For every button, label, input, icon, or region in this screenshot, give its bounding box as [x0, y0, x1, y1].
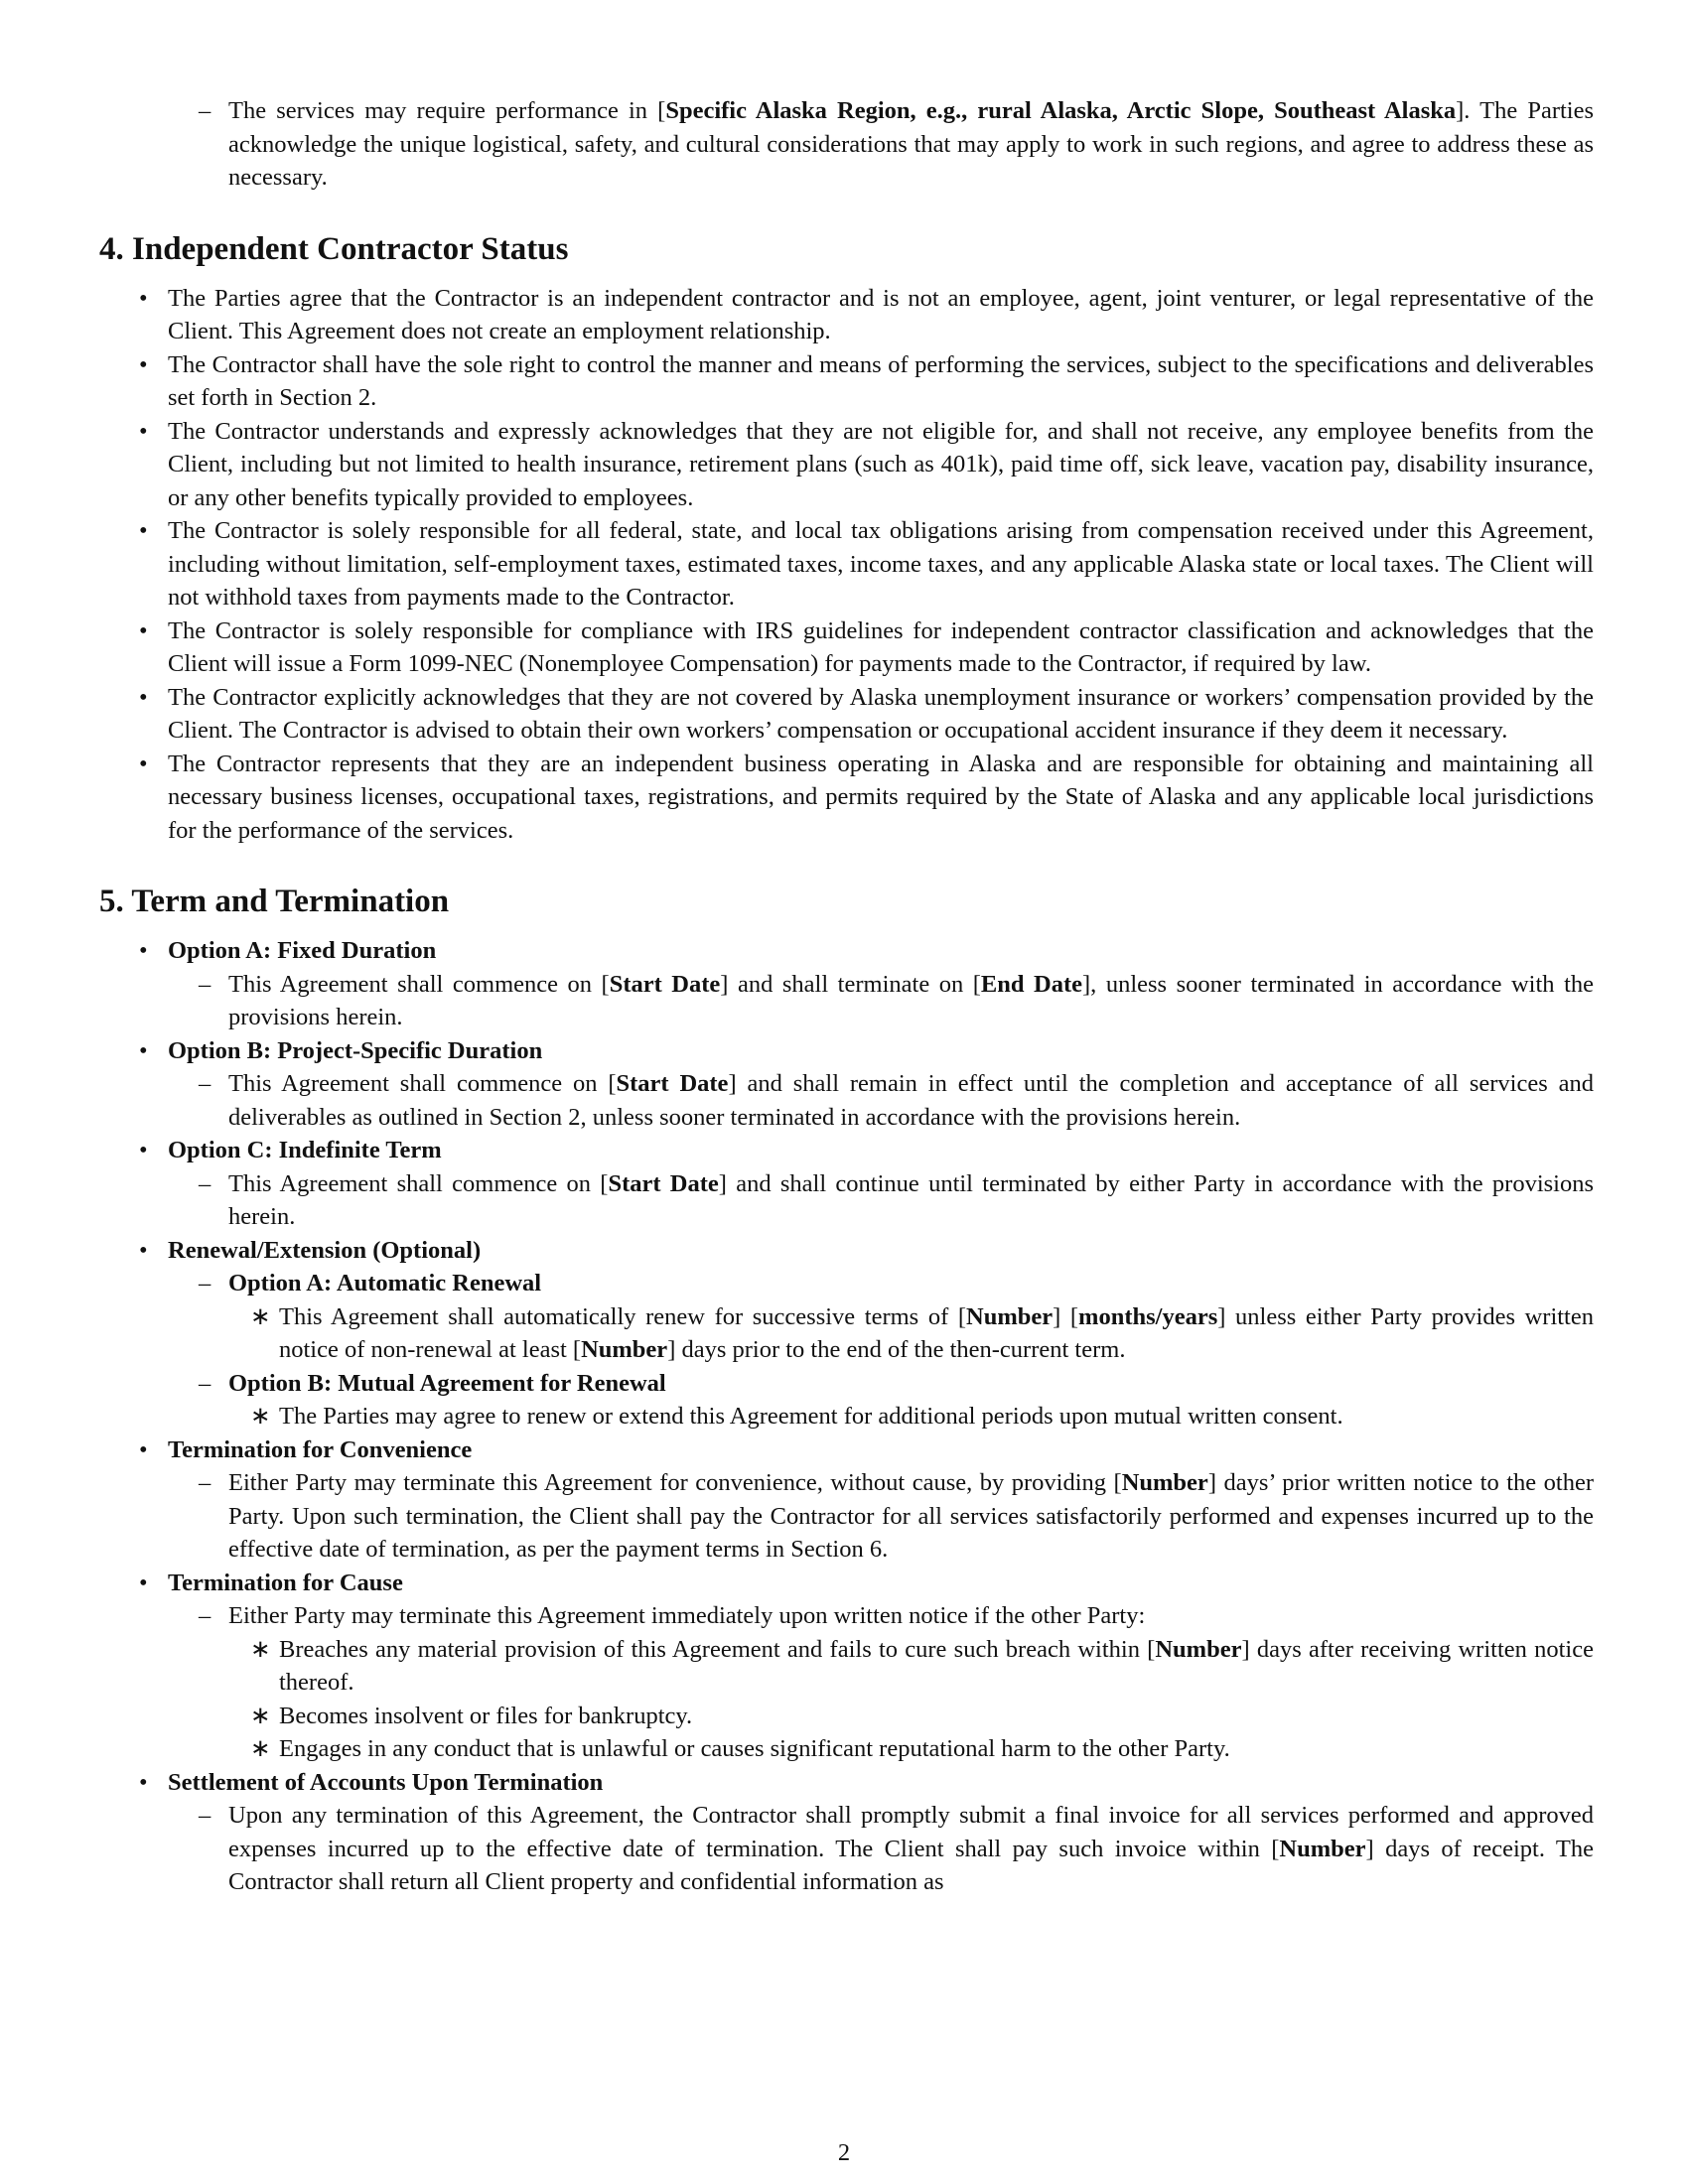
placeholder: Number: [1121, 1469, 1208, 1496]
clause-text: ] and shall terminate on [: [720, 970, 981, 998]
list-item: • The Contractor explicitly acknowledges that they are not covered by Alaska unemployment insurance or workers’ compensation provided by the Client. The Contractor is advised to obtain their own workers’ compensation or occupational accident insurance if they deem it necessary.: [99, 681, 1594, 748]
section-4-list: [99, 282, 1594, 848]
placeholder: Start Date: [609, 970, 721, 998]
section-4-title: 4. Independent Contractor Status: [99, 230, 569, 267]
mutual-renewal-sublist: [228, 1400, 1594, 1433]
clause-text: The services may require performance in [: [228, 97, 666, 124]
clause-text: This Agreement shall commence on [: [228, 1169, 609, 1197]
placeholder: Number: [966, 1302, 1054, 1330]
clause-text: ] days after receiving written notice thereof.: [279, 1635, 1594, 1696]
list-item: • The Contractor is solely responsible for all federal, state, and local tax obligations arising from compensation received under this Agreement, including without limitation, self-employment taxes, estimated taxes, income taxes, and any applicable Alaska state or local taxes. The Client will not withhold taxes from payments made to the Contractor.: [99, 514, 1594, 614]
clause-text: ]. The Parties acknowledge the unique logistical, safety, and cultural considerations that may apply to work in such regions, and agree to address these as necessary.: [228, 97, 1595, 191]
list-item: [168, 1466, 1594, 1567]
list-item: ∗ Engages in any conduct that is unlawful or causes significant reputational harm to the other Party.: [228, 1732, 1594, 1766]
list-item: • The Parties agree that the Contractor is an independent contractor and is not an employee, agent, joint venturer, or legal representative of the Client. This Agreement does not create an employment relationship.: [99, 282, 1594, 348]
option-label: Termination for Cause: [168, 1569, 403, 1596]
option-c-sublist: [168, 1167, 1594, 1234]
list-item: [168, 1599, 1594, 1766]
clause-text: ] unless either Party provides written notice of non-renewal at least [: [279, 1302, 1594, 1363]
list-item: [168, 968, 1594, 1034]
placeholder: Number: [581, 1336, 668, 1363]
clause-text: ] days’ prior written notice to the other Party. Upon such termination, the Client shall pay the Contractor for all services satisfactorily performed and expenses incurred up to the effective date of termination, as per the payment terms in Section 6.: [228, 1469, 1594, 1563]
clause-text: Upon any termination of this Agreement, the Contractor shall promptly submit a final invoice for all services performed and approved expenses incurred up to the effective date of termination. The Client shall pay such invoice within [: [228, 1802, 1594, 1862]
placeholder: Number: [1279, 1835, 1366, 1862]
list-item: [168, 1799, 1594, 1899]
clause-text: Breaches any material provision of this Agreement and fails to cure such breach within [: [279, 1635, 1156, 1663]
list-item: [228, 1300, 1594, 1367]
termination-for-convenience: [99, 1433, 1594, 1567]
renewal-extension: [99, 1234, 1594, 1433]
option-label: Option C: Indefinite Term: [168, 1137, 442, 1163]
list-item: • The Contractor represents that they are an independent business operating in Alaska and are responsible for obtaining and maintaining all necessary business licenses, occupational taxes, registrations, and permits required by the State of Alaska and any applicable local jurisdictions for the performance of the services.: [99, 748, 1594, 848]
list-item: ∗ The Parties may agree to renew or extend this Agreement for additional periods upon mutual written consent.: [228, 1400, 1594, 1433]
clause-text: ] and shall remain in effect until the completion and acceptance of all services and deliverables as outlined in Section 2, unless sooner terminated in accordance with the provisions herein.: [228, 1070, 1595, 1131]
option-label: Option B: Mutual Agreement for Renewal: [228, 1369, 666, 1397]
section-5-list: [99, 934, 1594, 1899]
placeholder: End Date: [980, 970, 1083, 998]
settlement-sublist: [168, 1799, 1594, 1899]
convenience-sublist: [168, 1466, 1594, 1567]
option-label: Settlement of Accounts Upon Termination: [168, 1768, 604, 1796]
list-item: • The Contractor understands and expressly acknowledges that they are not eligible for, and shall not receive, any employee benefits from the Client, including but not limited to health insurance, retirement plans (such as 401k), paid time off, sick leave, vacation pay, disability insurance, or any other benefits typically provided to employees.: [99, 415, 1594, 515]
cause-sublist: [168, 1599, 1594, 1766]
page-number: 2: [837, 2139, 851, 2166]
termination-for-cause: [99, 1567, 1594, 1766]
option-label: Renewal/Extension (Optional): [168, 1236, 482, 1264]
settlement-of-accounts: [99, 1766, 1594, 1899]
option-label: Option B: Project-Specific Duration: [168, 1036, 543, 1064]
option-label: Termination for Convenience: [168, 1435, 473, 1463]
option-label: Option A: Fixed Duration: [168, 937, 437, 964]
list-item: • The Contractor is solely responsible for compliance with IRS guidelines for independent contractor classification and acknowledges that the Client will issue a Form 1099-NEC (Nonemployee Compensation) for payments made to the Contractor, if required by law.: [99, 614, 1594, 681]
clause-text: ], unless sooner terminated in accordance with the provisions herein.: [228, 970, 1595, 1030]
region-placeholder: Specific Alaska Region, e.g., rural Alaska, Arctic Slope, Southeast Alaska: [665, 97, 1457, 124]
placeholder: Start Date: [608, 1169, 719, 1197]
section-5-title: 5. Term and Termination: [99, 884, 450, 919]
regional-services-clause: [99, 94, 1594, 195]
list-item: [168, 1167, 1594, 1234]
cause-conditions: [228, 1633, 1594, 1766]
clause-text: ] days prior to the end of the then-current term.: [667, 1336, 1126, 1363]
clause-text: This Agreement shall automatically renew for successive terms of [: [279, 1302, 966, 1330]
clause-text: Either Party may terminate this Agreement immediately upon written notice if the other Party:: [228, 1602, 1146, 1629]
automatic-renewal: [168, 1267, 1594, 1367]
option-label: Option A: Automatic Renewal: [228, 1270, 542, 1297]
clause-text: ] [: [1053, 1302, 1079, 1330]
list-item: [168, 1067, 1594, 1134]
option-b-project-duration: [99, 1034, 1594, 1135]
renewal-sublist: [168, 1267, 1594, 1433]
clause-text: ] and shall continue until terminated by either Party in accordance with the provisions herein.: [228, 1169, 1595, 1230]
option-a-fixed-duration: [99, 934, 1594, 1034]
option-c-indefinite-term: [99, 1134, 1594, 1234]
placeholder: Start Date: [616, 1070, 729, 1097]
clause-text: This Agreement shall commence on [: [228, 1070, 617, 1097]
placeholder: Number: [1155, 1635, 1242, 1663]
automatic-renewal-sublist: [228, 1300, 1594, 1367]
list-item: • The Contractor shall have the sole right to control the manner and means of performing the services, subject to the specifications and deliverables set forth in Section 2.: [99, 348, 1594, 415]
clause-text: Either Party may terminate this Agreement for convenience, without cause, by providing [: [228, 1469, 1122, 1496]
placeholder: months/years: [1078, 1302, 1218, 1330]
list-item: ∗ Becomes insolvent or files for bankruptcy.: [228, 1700, 1594, 1733]
document-page: [99, 94, 1594, 1899]
clause-text: This Agreement shall commence on [: [228, 970, 610, 998]
mutual-renewal: [168, 1367, 1594, 1433]
option-a-sublist: [168, 968, 1594, 1034]
clause-text: ] days of receipt. The Contractor shall return all Client property and confidential information as: [228, 1835, 1594, 1895]
list-item: [228, 1633, 1594, 1700]
option-b-sublist: [168, 1067, 1594, 1134]
